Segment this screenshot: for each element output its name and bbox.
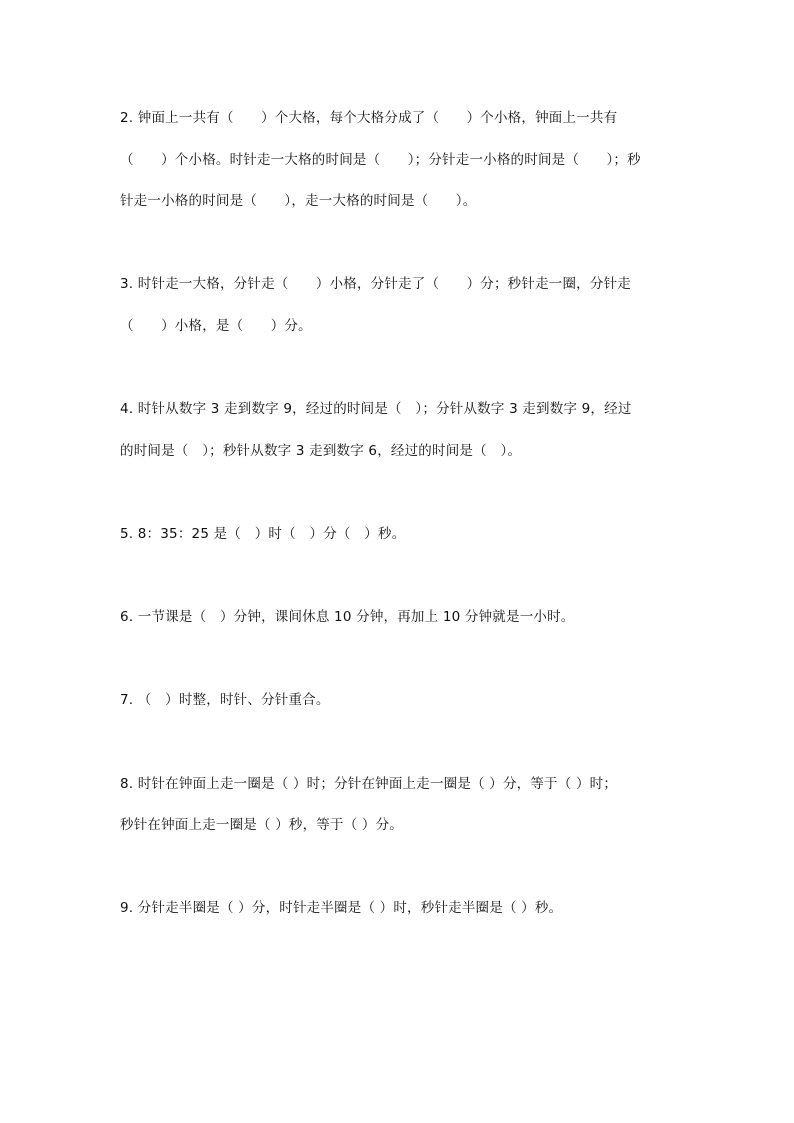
question-8-line-2: 秒针在钟面上走一圈是（ ）秒，等于（ ）分。	[120, 817, 403, 833]
question-5-line-1: 5. 8：35：25 是（ ）时（ ）分（ ）秒。	[120, 526, 406, 542]
question-2-line-1: 2. 钟面上一共有（ ）个大格，每个大格分成了（ ）个小格，钟面上一共有	[120, 110, 618, 126]
question-7-line-1: 7. （ ）时整，时针、分针重合。	[120, 692, 330, 708]
question-3-line-1: 3. 时针走一大格，分针走（ ）小格，分针走了（ ）分；秒针走一圈，分针走	[120, 276, 631, 292]
question-6-line-1: 6. 一节课是（ ）分钟，课间休息 10 分钟，再加上 10 分钟就是一小时。	[120, 609, 575, 625]
question-8-line-1: 8. 时针在钟面上走一圈是（ ）时；分针在钟面上走一圈是（ ）分，等于（ ）时；	[120, 776, 618, 792]
question-2-line-2: （ ）个小格。时针走一大格的时间是（ ）；分针走一小格的时间是（ ）；秒	[120, 152, 641, 168]
question-2-line-3: 针走一小格的时间是（ ），走一大格的时间是（ ）。	[120, 193, 477, 209]
question-4-line-2: 的时间是（ ）；秒针从数字 3 走到数字 6，经过的时间是（ ）。	[120, 443, 522, 459]
question-9-line-1: 9. 分针走半圈是（ ）分，时针走半圈是（ ）时，秒针走半圈是（ ）秒。	[120, 900, 563, 916]
question-3-line-2: （ ）小格，是（ ）分。	[120, 318, 312, 334]
question-4-line-1: 4. 时针从数字 3 走到数字 9，经过的时间是（ ）；分针从数字 3 走到数字 9，经过	[120, 401, 632, 417]
